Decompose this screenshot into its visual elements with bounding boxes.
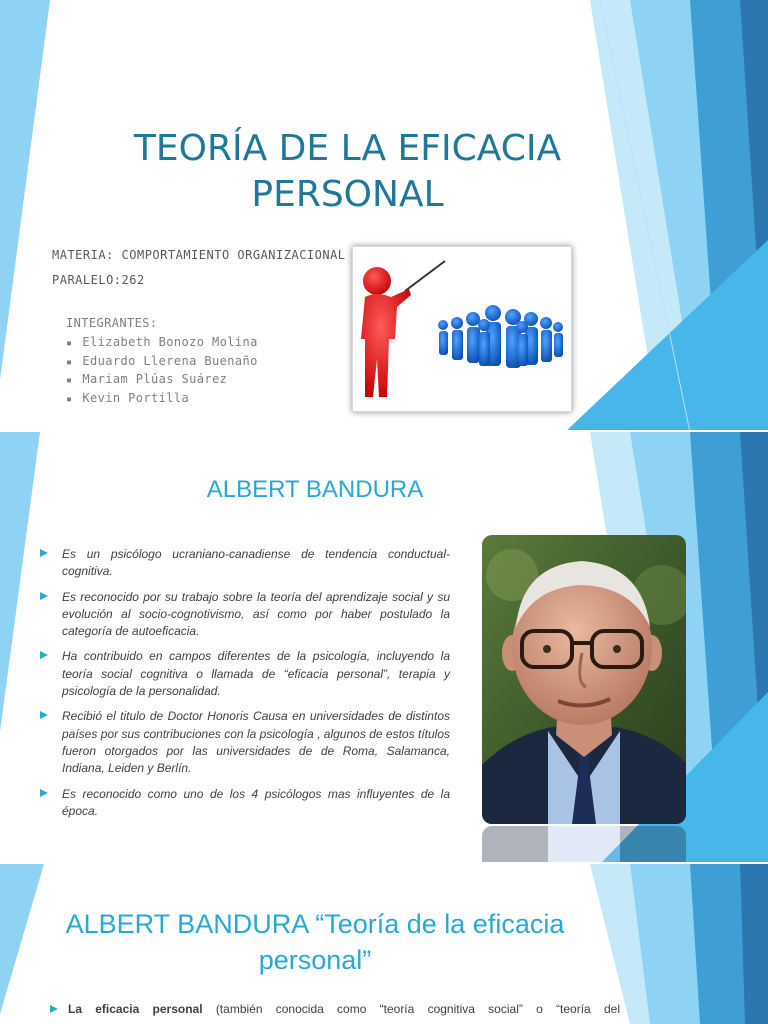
teacher-pointing-icon	[353, 247, 571, 411]
bullet-text: (también conocida como “teoría cognitiva social” o “teoría del	[202, 1002, 620, 1016]
portrait-photo-icon	[482, 535, 686, 824]
bullet-arrow-icon	[50, 1005, 58, 1013]
bullet-arrow-icon	[40, 592, 48, 600]
slide-bandura-bio	[0, 432, 768, 864]
section-title: ALBERT BANDURA “Teoría de la eficacia personal”	[65, 909, 565, 975]
bio-bullet: Ha contribuido en campos diferentes de la psicología, incluyendo la teoría social cognitiva o llamada de “eficacia personal”, terapia y psicología de la personalidad.	[38, 648, 450, 700]
member-item: ▪ Elizabeth Bonozo Molina	[66, 334, 258, 353]
portrait-reflection	[482, 826, 686, 864]
slide-title	[0, 0, 768, 432]
member-item: ▪ Kevin Portilla	[66, 390, 258, 409]
teacher-group-image	[352, 246, 572, 412]
members-label: INTEGRANTES:	[66, 316, 158, 330]
bandura-portrait-photo	[482, 535, 686, 824]
slide-title-text: TEORÍA DE LA EFICACIA PERSONAL	[133, 128, 562, 215]
subject-line: MATERIA: COMPORTAMIENTO ORGANIZACIONAL	[52, 248, 346, 262]
bio-bullet: Es reconocido por su trabajo sobre la teoría del aprendizaje social y su evolución al socio-cognotivismo, así como por haber postulado la categoría de autoeficacia.	[38, 589, 450, 641]
slide-theory	[0, 864, 768, 1024]
class-section-line: PARALELO:262	[52, 273, 145, 287]
member-item: ▪ Mariam Plúas Suárez	[66, 371, 258, 390]
bullet-bold-term: La eficacia personal	[68, 1002, 203, 1016]
bio-bullet: Es un psicólogo ucraniano-canadiense de tendencia conductual-cognitiva.	[38, 546, 450, 581]
bio-bullet-list	[38, 546, 450, 828]
member-item: ▪ Eduardo Llerena Buenaño	[66, 353, 258, 372]
bullet-arrow-icon	[40, 651, 48, 659]
bullet-arrow-icon	[40, 789, 48, 797]
theory-bullet	[50, 1002, 620, 1016]
bio-bullet: Es reconocido como uno de los 4 psicólogos mas influyentes de la época.	[38, 786, 450, 821]
members-block	[66, 316, 258, 408]
section-title: ALBERT BANDURA	[206, 476, 424, 503]
members-list	[66, 334, 258, 408]
bullet-arrow-icon	[40, 711, 48, 719]
bullet-arrow-icon	[40, 549, 48, 557]
bio-bullet: Recibió el titulo de Doctor Honoris Causa en universidades de distintos países por sus contribuciones con la psicología , algunos de estos títulos fueron otorgados por las universidades de de Roma, Salamanca, Indiana, Leiden y Berlín.	[38, 708, 450, 777]
